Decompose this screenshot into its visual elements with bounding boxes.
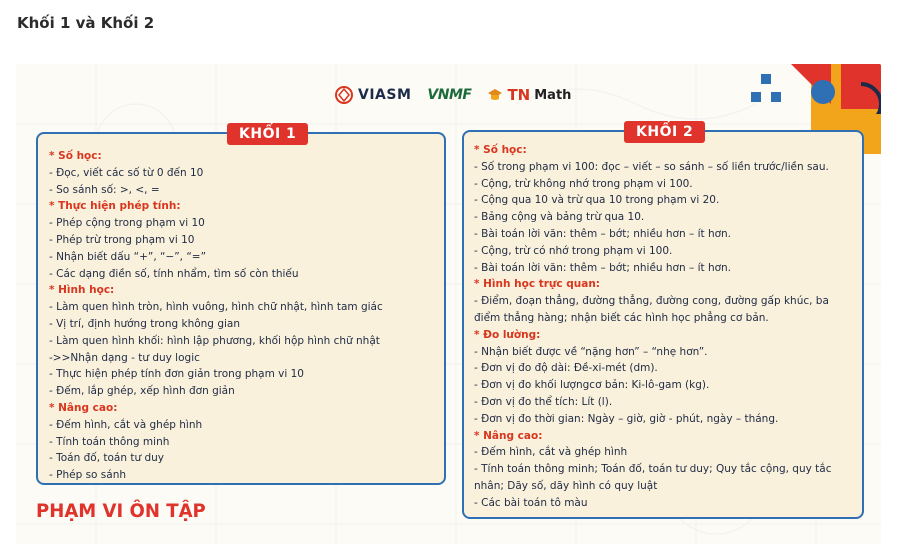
list-item: - Bài toán lời văn: thêm – bớt; nhiều hơn – ít hơn. bbox=[474, 227, 732, 240]
section-heading: * Số học: bbox=[49, 150, 102, 162]
list-item: - Số trong phạm vi 100: đọc – viết – so sánh – số liền trước/liền sau. bbox=[474, 160, 829, 173]
list-item: - Vị trí, định hướng trong không gian bbox=[49, 317, 240, 330]
list-item: - Đơn vị đo thể tích: Lít (l). bbox=[474, 395, 613, 408]
partner-logos bbox=[334, 78, 571, 112]
khoi2-content bbox=[474, 142, 858, 512]
vnmf-text: VNMF bbox=[427, 87, 472, 103]
list-item: - Nhận biết dấu “+”, “−”, “=” bbox=[49, 250, 207, 263]
vnmf-logo bbox=[427, 87, 471, 103]
list-item: - Tính toán thông minh; Toán đố, toán tư duy; Quy tắc cộng, quy tắc nhân; Dãy số, dãy hình có quy luật bbox=[474, 463, 832, 492]
graduation-cap-icon bbox=[487, 87, 503, 103]
khoi2-card bbox=[462, 124, 864, 519]
section-heading: * Nâng cao: bbox=[474, 429, 543, 442]
list-item: - Đọc, viết các số từ 0 đến 10 bbox=[49, 166, 204, 179]
viasm-text: VIASM bbox=[358, 87, 412, 103]
list-item: - Tính toán thông minh bbox=[49, 435, 170, 448]
list-item: - Đơn vị đo độ dài: Đề-xi-mét (dm). bbox=[474, 362, 658, 375]
tn-text: TN bbox=[507, 86, 531, 104]
section-heading: * Hình học: bbox=[49, 284, 115, 297]
syllabus-banner bbox=[16, 64, 881, 544]
list-item: - Nhận biết được về “nặng hơn” – “nhẹ hơn”. bbox=[474, 345, 708, 358]
list-item: - Đếm hình, cắt và ghép hình bbox=[474, 446, 628, 459]
list-item: - Toán đố, toán tư duy bbox=[49, 452, 164, 465]
list-item: - Cộng, trừ có nhớ trong phạm vi 100. bbox=[474, 244, 673, 257]
list-item: - Phép so sánh bbox=[49, 469, 127, 482]
khoi1-content bbox=[49, 148, 383, 484]
list-item: - Cộng qua 10 và trừ qua 10 trong phạm vi 20. bbox=[474, 194, 720, 207]
section-heading: * Nâng cao: bbox=[49, 401, 118, 414]
list-item: - So sánh số: >, <, = bbox=[49, 183, 160, 196]
list-item: - Điểm, đoạn thẳng, đường thẳng, đường cong, đường gấp khúc, ba điểm thẳng hàng; nhận biết các hình học phẳng cơ bản. bbox=[474, 295, 829, 324]
page-title: Khối 1 và Khối 2 bbox=[17, 14, 155, 32]
khoi2-title: KHỐI 2 bbox=[624, 121, 705, 143]
list-item: - Đơn vị đo khối lượngcơ bản: Ki-lô-gam (kg). bbox=[474, 379, 710, 392]
list-item: - Đếm hình, cắt và ghép hình bbox=[49, 418, 203, 431]
tnmath-logo bbox=[487, 86, 571, 104]
khoi1-title: KHỐI 1 bbox=[227, 123, 308, 145]
section-heading: * Số học: bbox=[474, 144, 527, 156]
list-item: - Làm quen hình khối: hình lập phương, khối hộp hình chữ nhật bbox=[49, 334, 380, 347]
list-item: - Các dạng điền số, tính nhẩm, tìm số còn thiếu bbox=[49, 267, 299, 280]
list-item: - Bài toán lời văn: thêm – bớt; nhiều hơn – ít hơn. bbox=[474, 261, 732, 274]
list-item: - Phép trừ trong phạm vi 10 bbox=[49, 233, 195, 246]
list-item: - Đếm, lắp ghép, xếp hình đơn giản bbox=[49, 385, 235, 398]
list-item: ->>Nhận dạng - tư duy logic bbox=[49, 351, 200, 364]
list-item: - Các bài toán tô màu bbox=[474, 496, 588, 509]
viasm-logo bbox=[334, 85, 411, 105]
math-text: Math bbox=[534, 87, 572, 103]
section-heading: * Hình học trực quan: bbox=[474, 278, 601, 291]
list-item: - Phép cộng trong phạm vi 10 bbox=[49, 217, 205, 230]
list-item: - Cộng, trừ không nhớ trong phạm vi 100. bbox=[474, 177, 693, 190]
scope-label: PHẠM VI ÔN TẬP bbox=[36, 500, 206, 522]
section-heading: * Thực hiện phép tính: bbox=[49, 200, 181, 213]
viasm-icon bbox=[334, 85, 354, 105]
list-item: - Thực hiện phép tính đơn giản trong phạm vi 10 bbox=[49, 368, 304, 381]
list-item: - Làm quen hình tròn, hình vuông, hình chữ nhật, hình tam giác bbox=[49, 301, 383, 314]
list-item: - Bảng cộng và bảng trừ qua 10. bbox=[474, 211, 645, 224]
khoi1-card bbox=[36, 126, 446, 485]
list-item: - Đơn vị đo thời gian: Ngày – giờ, giờ - phút, ngày – tháng. bbox=[474, 412, 779, 425]
section-heading: * Đo lường: bbox=[474, 328, 541, 341]
